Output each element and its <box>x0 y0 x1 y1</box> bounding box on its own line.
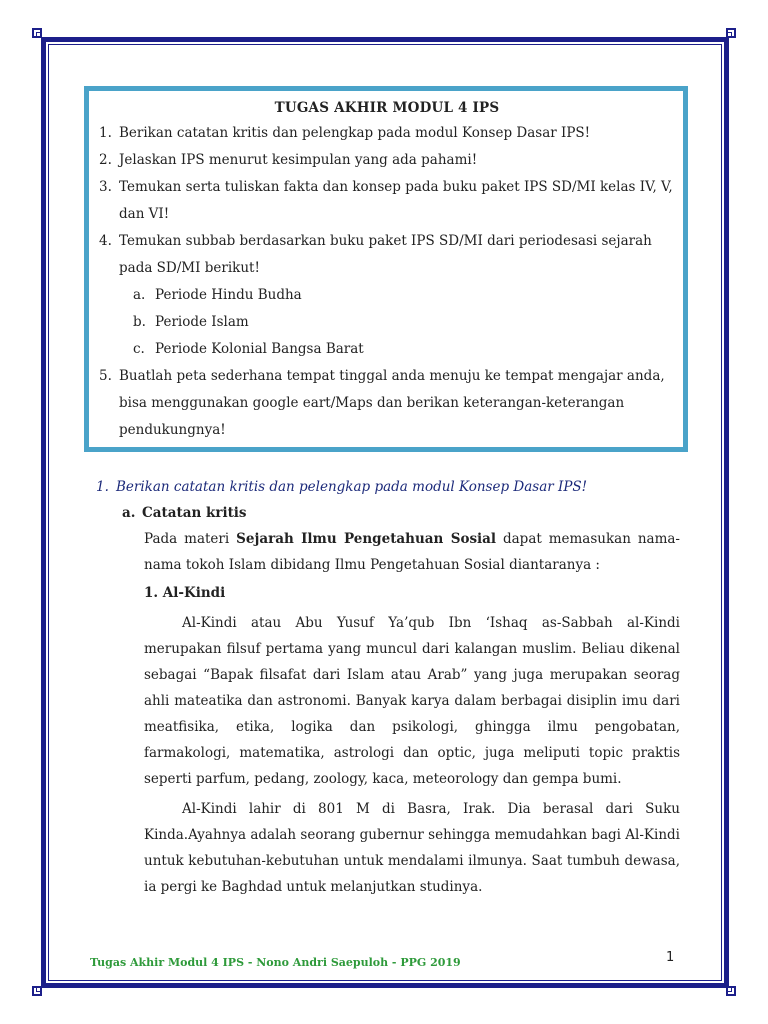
intro-paragraph: Pada materi Sejarah Ilmu Pengetahuan Sosial dapat memasukan nama- nama tokoh Islam dibidang Ilmu Pengetahuan Sosial diantaranya : <box>144 531 680 573</box>
task-item-1: 1. Berikan catatan kritis dan pelengkap pada modul Konsep Dasar IPS! <box>99 125 591 141</box>
corner-ornament-bottom-right <box>718 978 736 996</box>
task-item-4-cont: pada SD/MI berikut! <box>119 260 260 276</box>
intro-bold-term: Sejarah Ilmu Pengetahuan Sosial <box>236 531 497 547</box>
section-heading: a. Catatan kritis <box>122 505 247 521</box>
task-item-3-cont: dan VI! <box>119 206 170 222</box>
task-item-5: 5. Buatlah peta sederhana tempat tinggal anda menuju ke tempat mengajar anda, <box>99 368 665 384</box>
document-body <box>96 474 680 900</box>
task-subitem-b: b. Periode Islam <box>133 314 249 330</box>
paragraph-1: Al-Kindi atau Abu Yusuf Ya’qub Ibn ‘Ishaq as-Sabbah al-Kindi merupakan filsuf pertama yang muncul dari kalangan muslim. Beliau dikenal sebagai “Bapak filsafat dari Islam atau Arab” yang juga merupakan seorag ahli mateatika dan astronomi. Banyak karya dalam berbagai disiplin imu dari meatfisika, etika, logika dan psikologi, ghingga ilmu pengobatan, farmakologi, matematika, astrologi dan optic, juga meliputi topic praktis seperti parfum, pedang, zoology, kaca, meteorology dan gempa bumi. <box>144 615 680 787</box>
task-item-4: 4. Temukan subbab berdasarkan buku paket IPS SD/MI dari periodesasi sejarah <box>99 233 652 249</box>
corner-ornament-top-left <box>32 28 50 46</box>
task-item-5-cont2: pendukungnya! <box>119 422 226 438</box>
task-list <box>99 120 675 444</box>
figure-heading: 1. Al-Kindi <box>144 585 226 601</box>
footer-text: Tugas Akhir Modul 4 IPS - Nono Andri Saepuloh - PPG 2019 <box>90 956 461 969</box>
corner-ornament-top-right <box>718 28 736 46</box>
task-item-3: 3. Temukan serta tuliskan fakta dan konsep pada buku paket IPS SD/MI kelas IV, V, <box>99 179 673 195</box>
question-heading: 1. Berikan catatan kritis dan pelengkap pada modul Konsep Dasar IPS! <box>96 479 588 495</box>
task-subitem-a: a. Periode Hindu Budha <box>133 287 302 303</box>
page-number: 1 <box>666 950 675 965</box>
task-item-2: 2. Jelaskan IPS menurut kesimpulan yang ada pahami! <box>99 152 478 168</box>
corner-ornament-bottom-left <box>32 978 50 996</box>
task-item-5-cont: bisa menggunakan google eart/Maps dan berikan keterangan-keterangan <box>119 395 625 411</box>
task-box <box>84 86 688 452</box>
task-title: TUGAS AKHIR MODUL 4 IPS <box>274 100 500 116</box>
task-subitem-c: c. Periode Kolonial Bangsa Barat <box>133 341 364 357</box>
paragraph-2: Al-Kindi lahir di 801 M di Basra, Irak. Dia berasal dari Suku Kinda.Ayahnya adalah seorang gubernur sehingga memudahkan bagi Al-Kindi untuk kebutuhan-kebutuhan untuk mendalami ilmunya. Saat tumbuh dewasa, ia pergi ke Baghdad untuk melanjutkan studinya. <box>144 801 680 895</box>
